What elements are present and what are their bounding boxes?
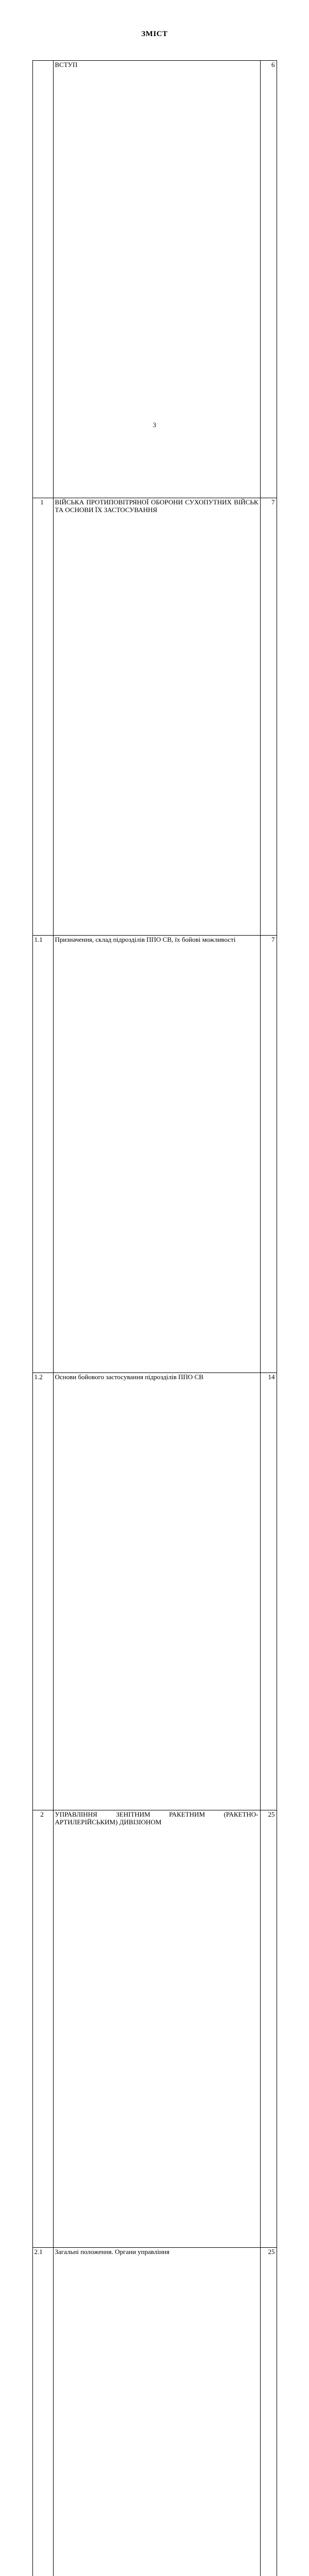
toc-row-page: 6 <box>260 61 277 498</box>
toc-row-page: 7 <box>260 498 277 936</box>
toc-row-page: 25 <box>260 1810 277 2248</box>
toc-row <box>32 498 277 936</box>
toc-row-title: Основи бойового застосування підрозділів ППО СВ <box>53 1373 260 1810</box>
toc-row-title: Призначення, склад підрозділів ППО СВ, їх бойові можливості <box>53 936 260 1373</box>
toc-row <box>32 1373 277 1810</box>
toc-row-number: 2 <box>32 1810 53 2248</box>
toc-row-title: ВСТУП <box>53 61 260 498</box>
toc-row-number: 1 <box>32 498 53 936</box>
footer-page-number: 3 <box>0 421 309 429</box>
toc-row-title: Загальні положення. Органи управління <box>53 2248 260 2576</box>
toc-body <box>32 61 277 2576</box>
toc-row-page: 25 <box>260 2248 277 2576</box>
toc-row-title: ВІЙСЬКА ПРОТИПОВІТРЯНОЇ ОБОРОНИ СУХОПУТНИХ ВІЙСЬК ТА ОСНОВИ ЇХ ЗАСТОСУВАННЯ <box>53 498 260 936</box>
toc-row <box>32 936 277 1373</box>
toc-table <box>32 60 277 2576</box>
toc-row-page: 7 <box>260 936 277 1373</box>
document-page <box>0 0 309 437</box>
toc-row-number: 2.1 <box>32 2248 53 2576</box>
toc-row-number: 1.1 <box>32 936 53 1373</box>
page-title: ЗМІСТ <box>0 0 309 39</box>
toc-row-number: 1.2 <box>32 1373 53 1810</box>
toc-row-page: 14 <box>260 1373 277 1810</box>
toc-row <box>32 1810 277 2248</box>
toc-row-title: УПРАВЛІННЯ ЗЕНІТНИМ РАКЕТНИМ (РАКЕТНО-АРТИЛЕРІЙСЬКИМ) ДИВІЗІОНОМ <box>53 1810 260 2248</box>
toc-row <box>32 2248 277 2576</box>
toc-row-number <box>32 61 53 498</box>
toc-row <box>32 61 277 498</box>
